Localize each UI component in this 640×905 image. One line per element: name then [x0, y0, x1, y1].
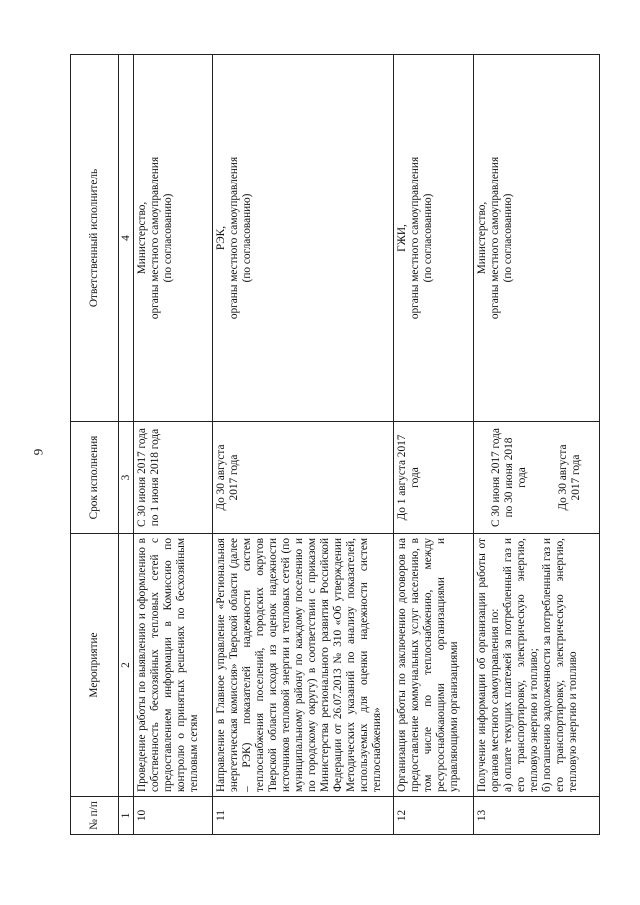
row-number: 13: [474, 797, 600, 835]
rotated-table-container: [70, 55, 600, 835]
deadline-line: До 30 августа: [557, 444, 570, 511]
executor-line: (по согласованию): [162, 193, 175, 283]
page-number: 9: [30, 448, 46, 456]
row-number: 12: [393, 797, 473, 835]
header-activity: Мероприятие: [71, 534, 119, 797]
deadline-line: С 30 июня 2017 года: [136, 428, 149, 527]
executor-line: РЭК,: [214, 225, 227, 251]
activity-line: б) погашению задолженности за потребленный газ и его транспортировку, электрическую энергию, тепловую энергию и топливо: [541, 538, 580, 792]
executor-line: Министерство,: [136, 201, 149, 275]
activity-cell: Организация работы по заключению договоров на предоставление коммунальных услуг населению, в том числе по теплоснабжению, между ресурсоснабжающими организациями и управляющими организациями: [393, 534, 473, 797]
table-row: [474, 55, 600, 835]
executor-line: органы местного самоуправления: [489, 156, 502, 320]
deadline-line: по 30 июня 2018 года: [503, 437, 529, 518]
deadline-cell: [134, 422, 212, 534]
deadline-line: До 1 августа 2017 года: [395, 434, 421, 521]
executor-line: (по согласованию): [421, 193, 434, 283]
row-number: 11: [212, 797, 393, 835]
column-number: 4: [119, 55, 134, 422]
header-deadline: Срок исполнения: [71, 422, 119, 534]
executor-line: органы местного самоуправления: [408, 156, 421, 320]
table-row: [134, 55, 212, 835]
executor-line: (по согласованию): [240, 193, 253, 283]
header-number: № п/п: [71, 797, 119, 835]
column-number: 2: [119, 534, 134, 797]
column-number: 1: [119, 797, 134, 835]
executor-line: органы местного самоуправления: [149, 156, 162, 320]
activity-line: Получение информации об организации работы от органов местного самоуправления по:: [476, 538, 502, 792]
column-number: 3: [119, 422, 134, 534]
executor-cell: [474, 55, 600, 422]
table-row: [393, 55, 473, 835]
executor-line: (по согласованию): [502, 193, 515, 283]
executor-cell: [393, 55, 473, 422]
deadline-cell: [393, 422, 473, 534]
deadline-line: 2017 года: [227, 454, 240, 501]
row-number: 10: [134, 797, 212, 835]
executor-line: органы местного самоуправления: [227, 156, 240, 320]
activity-line: а) оплате текущих платежей за потребленный газ и его транспортировку, электрическую энергию, тепловую энергию и топливо;: [502, 538, 541, 792]
deadline-cell: [212, 422, 393, 534]
executor-line: ГЖИ,: [395, 224, 408, 252]
activity-cell: [474, 534, 600, 797]
executor-cell: [212, 55, 393, 422]
table-row: [212, 55, 393, 835]
header-executor: Ответственный исполнитель: [71, 55, 119, 422]
activity-cell: Проведение работы по выявлению и оформлению в собственность бесхозяйных тепловых сетей с предоставлением информации в Комиссию по контролю о принятых решениях по бесхозяйным тепловым сетям: [134, 534, 212, 797]
table-header-row: [71, 55, 119, 835]
deadline-cell: [474, 422, 600, 534]
deadline-line: 2017 года: [570, 454, 583, 501]
column-number-row: [119, 55, 134, 835]
executor-cell: [134, 55, 212, 422]
activities-table: [70, 54, 600, 835]
deadline-line: С 30 июня 2017 года: [490, 428, 503, 527]
deadline-line: До 30 августа: [214, 444, 227, 511]
executor-line: Министерство,: [476, 201, 489, 275]
deadline-line: по 1 июня 2018 года: [149, 428, 162, 527]
activity-cell: Направление в Главное управление «Региональная энергетическая комиссия» Тверской области (далее – РЭК) показателей надежности систем теплоснабжения поселений, городских округов Тверской области исходя из оценок надежности источников тепловой энергии и тепловых сетей (по муниципальному району по каждому поселению и по городскому округу) в соответствии с приказом Министерства регионального развития Российской Федерации от 26.07.2013 № 310 «Об утверждении Методических указаний по анализу показателей, используемых для оценки надежности систем теплоснабжения»: [212, 534, 393, 797]
